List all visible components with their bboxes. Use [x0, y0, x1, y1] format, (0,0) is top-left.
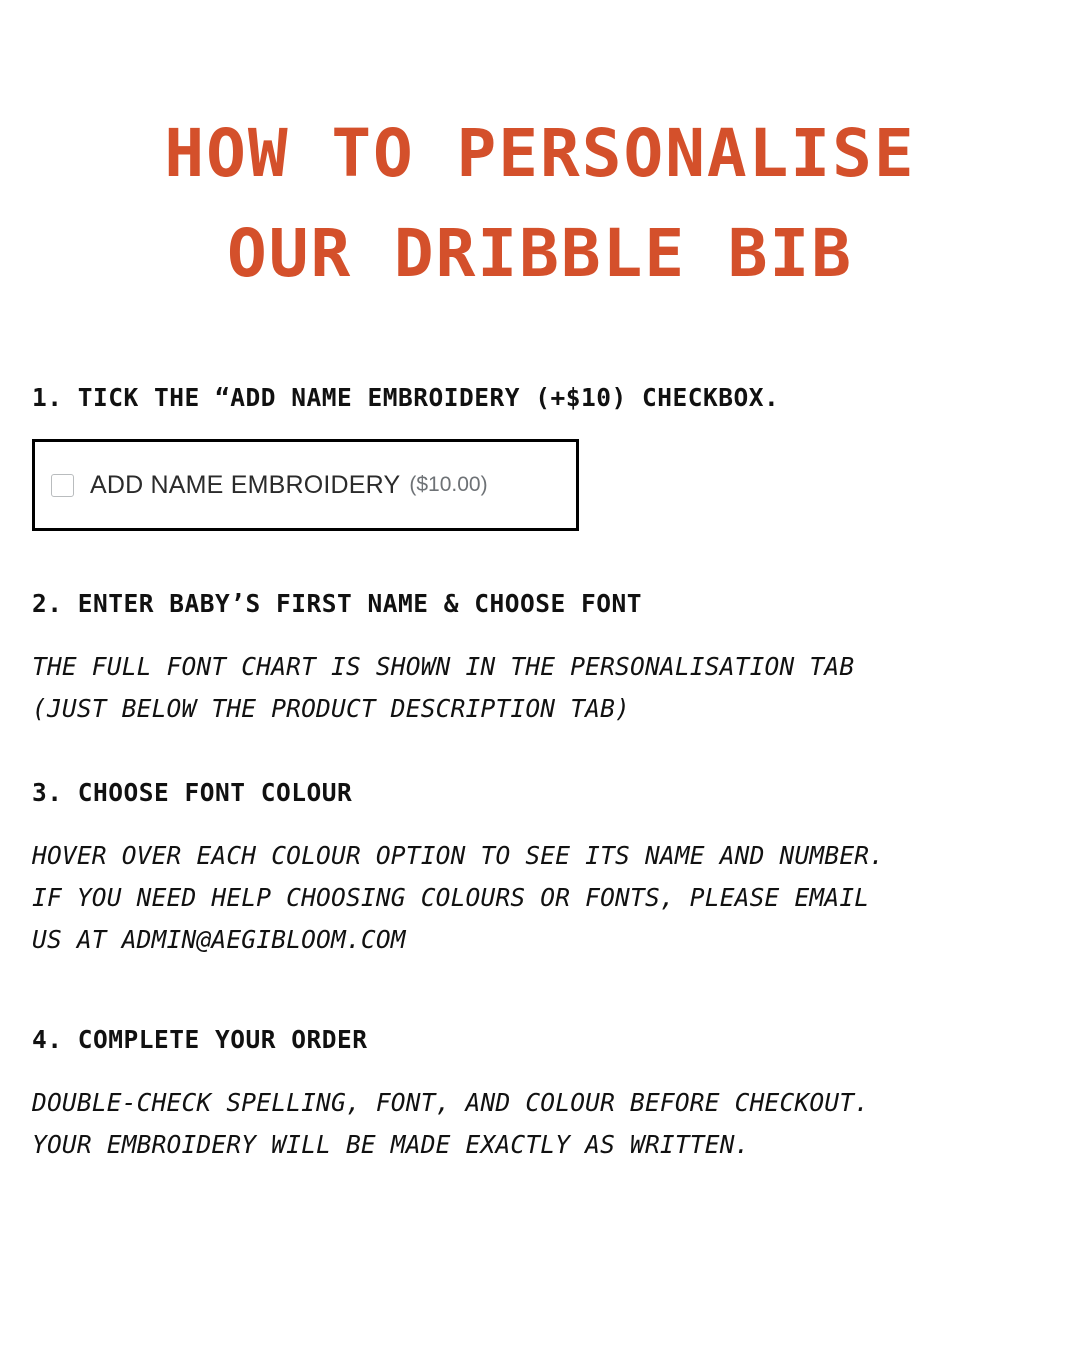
step-2-body	[32, 646, 1048, 730]
checkbox-label: ADD NAME EMBROIDERY	[90, 470, 401, 499]
checkbox-price: ($10.00)	[409, 473, 488, 497]
step-3-body-line-1: HOVER OVER EACH COLOUR OPTION TO SEE ITS NAME AND NUMBER.	[32, 840, 885, 870]
step-4-body-line-1: DOUBLE-CHECK SPELLING, FONT, AND COLOUR BEFORE CHECKOUT.	[32, 1087, 870, 1117]
step-4	[32, 1025, 1048, 1166]
step-3-body-line-2: IF YOU NEED HELP CHOOSING COLOURS OR FONTS, PLEASE EMAIL	[32, 882, 870, 912]
step-1	[32, 383, 1048, 532]
checkbox-icon[interactable]	[51, 474, 74, 497]
add-name-embroidery-checkbox-row[interactable]	[32, 439, 579, 531]
step-3-body	[32, 835, 1048, 961]
steps-list	[32, 383, 1048, 1166]
step-4-body	[32, 1082, 1048, 1166]
spacer-2	[32, 730, 1048, 778]
step-4-body-line-2: YOUR EMBROIDERY WILL BE MADE EXACTLY AS WRITTEN.	[32, 1129, 750, 1159]
step-2-body-line-1: THE FULL FONT CHART IS SHOWN IN THE PERSONALISATION TAB	[32, 651, 855, 681]
checkbox-inner	[51, 471, 488, 500]
step-1-heading: 1. TICK THE “ADD NAME EMBROIDERY (+$10) CHECKBOX.	[32, 382, 780, 412]
page-title-line-1: HOW TO PERSONALISE	[164, 115, 916, 192]
page-title	[32, 0, 1048, 305]
step-2-body-line-2: (JUST BELOW THE PRODUCT DESCRIPTION TAB)	[32, 694, 631, 723]
step-2	[32, 589, 1048, 730]
step-3-body-line-3: US AT ADMIN@AEGIBLOOM.COM	[32, 925, 406, 954]
step-3-heading: 3. CHOOSE FONT COLOUR	[32, 778, 353, 808]
spacer-1	[32, 531, 1048, 589]
page-title-line-2: OUR DRIBBLE BIB	[226, 215, 854, 293]
step-2-heading: 2. ENTER BABY’S FIRST NAME & CHOOSE FONT	[32, 589, 643, 619]
step-3	[32, 778, 1048, 961]
step-4-heading: 4. COMPLETE YOUR ORDER	[32, 1025, 368, 1055]
spacer-3	[32, 961, 1048, 1025]
